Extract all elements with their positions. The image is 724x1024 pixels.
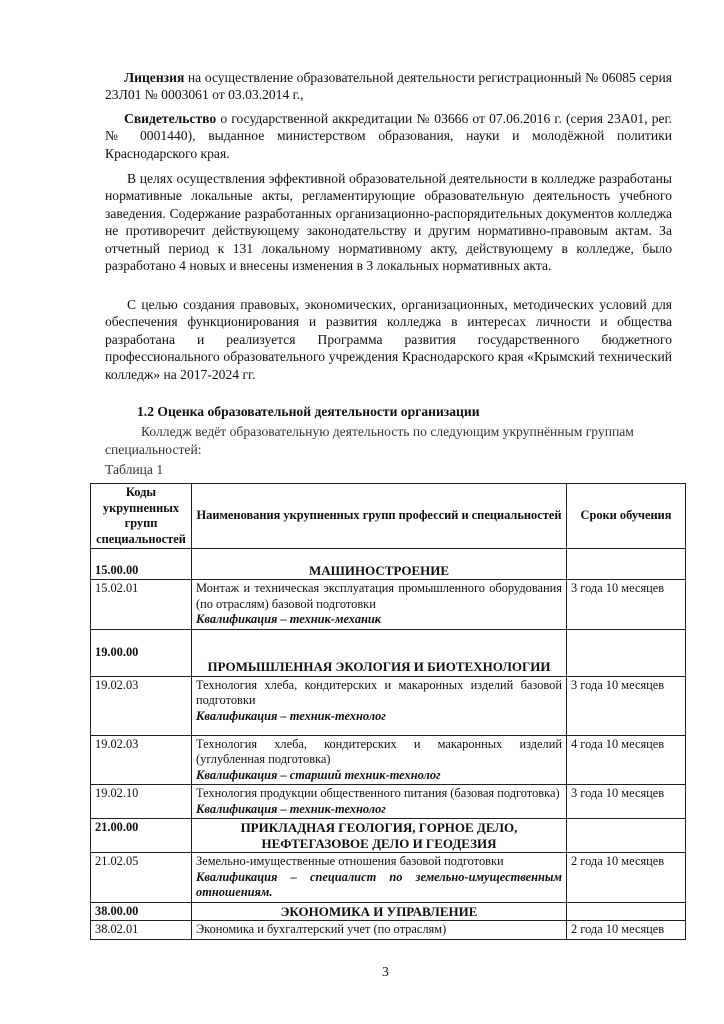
row-qualification: Квалификация – техник-технолог xyxy=(196,708,386,723)
row-code: 21.02.05 xyxy=(91,853,192,903)
row-code: 19.02.03 xyxy=(91,735,192,785)
page-number: 3 xyxy=(382,964,389,979)
table-row xyxy=(91,676,686,735)
header-codes: Коды укрупненных групп специальностей xyxy=(91,484,192,549)
certificate-paragraph xyxy=(105,110,672,162)
table-row xyxy=(91,921,686,940)
header-names: Наименования укрупненных групп профессий и специальностей xyxy=(192,484,567,549)
row-code: 38.02.01 xyxy=(91,921,192,940)
row-term: 2 года 10 месяцев xyxy=(567,853,686,903)
row-name: Технология продукции общественного питания (базовая подготовка) xyxy=(196,786,560,800)
row-qualification: Квалификация – старший техник-технолог xyxy=(196,767,441,782)
row-term: 3 года 10 месяцев xyxy=(567,785,686,819)
group-code: 15.00.00 xyxy=(91,549,192,580)
row-name: Монтаж и техническая эксплуатация промышленного оборудования (по отраслям) базовой подготовки xyxy=(196,581,562,611)
row-name-cell xyxy=(192,853,567,903)
license-text: на осуществление образовательной деятельности регистрационный № 06085 серия 23Л01 № 0003061 от 03.03.2014 г., xyxy=(105,70,672,103)
regulations-paragraph: В целях осуществления эффективной образовательной деятельности в колледже разработаны нормативные локальные акты, регламентирующие образовательную деятельность учебного заведения. Содержание разработанных организационно-распорядительных документов колледжа не противоречит действующему законодательству и другим нормативно-правовым актам. За отчетный период к 131 локальному нормативному акту, действующему в колледже, было разработано 4 новых и внесены изменения в 3 локальных нормативных акта. xyxy=(105,171,672,274)
group-code: 21.00.00 xyxy=(91,819,192,853)
group-term-empty xyxy=(567,549,686,580)
group-code: 38.00.00 xyxy=(91,902,192,921)
group-term-empty xyxy=(567,629,686,676)
row-name-cell xyxy=(192,676,567,735)
group-row xyxy=(91,819,686,853)
group-code: 19.00.00 xyxy=(91,629,192,676)
table-row xyxy=(91,853,686,903)
row-qualification: Квалификация – специалист по земельно-имущественным отношениям. xyxy=(196,869,562,899)
group-name: ПРОМЫШЛЕННАЯ ЭКОЛОГИЯ И БИОТЕХНОЛОГИИ xyxy=(192,629,567,676)
specialties-table xyxy=(90,483,686,940)
group-term-empty xyxy=(567,902,686,921)
row-qualification: Квалификация – техник-технолог xyxy=(196,801,386,816)
row-code: 19.02.10 xyxy=(91,785,192,819)
table-row xyxy=(91,580,686,630)
table-caption: Таблица 1 xyxy=(105,462,164,477)
group-row xyxy=(91,902,686,921)
license-paragraph xyxy=(105,69,672,104)
row-code: 15.02.01 xyxy=(91,580,192,630)
row-name: Технология хлеба, кондитерских и макаронных изделий (углубленная подготовка) xyxy=(196,736,562,766)
certificate-text: о государственной аккредитации № 03666 от 07.06.2016 г. (серия 23А01, рег. № 0001440), выданное министерством образования, науки и молодёжной политики Краснодарского края. xyxy=(105,111,672,161)
row-term: 4 года 10 месяцев xyxy=(567,735,686,785)
row-name-cell xyxy=(192,785,567,819)
group-row xyxy=(91,549,686,580)
group-row xyxy=(91,629,686,676)
group-name: ПРИКЛАДНАЯ ГЕОЛОГИЯ, ГОРНОЕ ДЕЛО, НЕФТЕГАЗОВОЕ ДЕЛО И ГЕОДЕЗИЯ xyxy=(192,819,567,853)
license-label: Лицензия xyxy=(124,70,185,85)
section-intro: Колледж ведёт образовательную деятельность по следующим укрупнённым группам специальностей: xyxy=(105,424,634,457)
group-name: ЭКОНОМИКА И УПРАВЛЕНИЕ xyxy=(192,902,567,921)
certificate-label: Свидетельство xyxy=(124,111,217,126)
row-term: 2 года 10 месяцев xyxy=(567,921,686,940)
row-name: Экономика и бухгалтерский учет (по отраслям) xyxy=(192,921,567,940)
section-heading: 1.2 Оценка образовательной деятельности организации xyxy=(137,404,480,419)
row-name-cell xyxy=(192,580,567,630)
row-term: 3 года 10 месяцев xyxy=(567,580,686,630)
group-name: МАШИНОСТРОЕНИЕ xyxy=(192,549,567,580)
row-code: 19.02.03 xyxy=(91,676,192,735)
development-program-paragraph: С целью создания правовых, экономических, организационных, методических условий для обеспечения функционирования и развития колледжа в интересах личности и общества разработана и реализуется Программа развития государственного бюджетного профессионального образовательного учреждения Краснодарского края «Крымский технический колледж» на 2017-2024 гг. xyxy=(105,297,672,382)
row-name: Земельно-имущественные отношения базовой подготовки xyxy=(196,854,504,868)
row-name-cell xyxy=(192,735,567,785)
table-row xyxy=(91,785,686,819)
table-header-row xyxy=(91,484,686,549)
table-row xyxy=(91,735,686,785)
row-name: Технология хлеба, кондитерских и макаронных изделий базовой подготовки xyxy=(196,677,562,707)
group-term-empty xyxy=(567,819,686,853)
header-terms: Сроки обучения xyxy=(567,484,686,549)
row-qualification: Квалификация – техник-механик xyxy=(196,612,382,626)
row-term: 3 года 10 месяцев xyxy=(567,676,686,735)
